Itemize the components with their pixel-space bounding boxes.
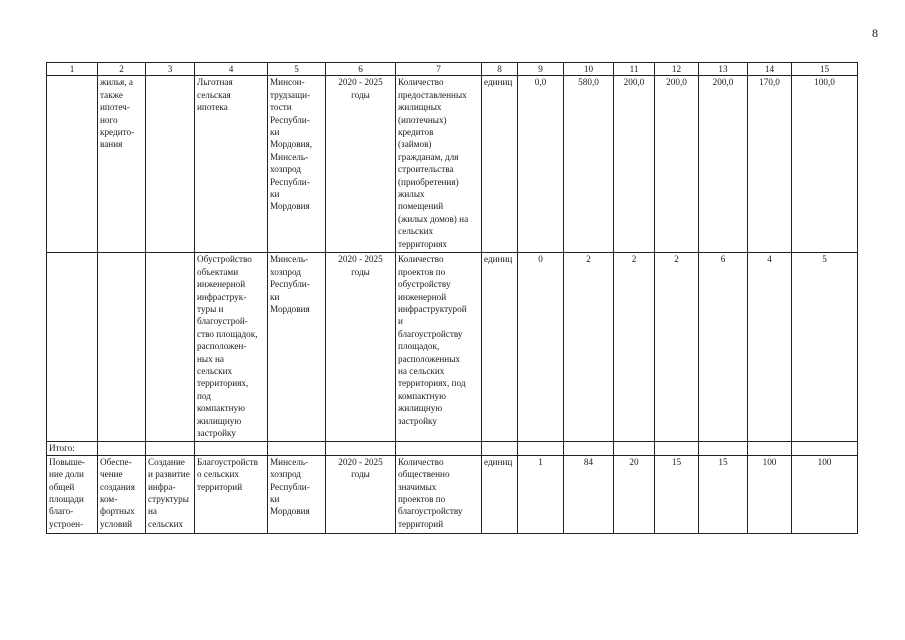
header-cell: 9 [518, 63, 564, 76]
cell-value: 100 [792, 455, 858, 533]
cell-value: 2 [655, 253, 699, 442]
cell-value: 0,0 [518, 76, 564, 253]
cell-empty [792, 442, 858, 455]
cell-objective: жилья, а также ипотеч- ного кредито- вания [98, 76, 146, 253]
cell-empty [98, 442, 146, 455]
cell-empty [614, 442, 655, 455]
cell-value: 0 [518, 253, 564, 442]
cell-empty [482, 442, 518, 455]
cell-objective: Обеспе- чение создания ком- фортных условий [98, 455, 146, 533]
header-cell: 11 [614, 63, 655, 76]
cell-value: 200,0 [655, 76, 699, 253]
cell-value: 20 [614, 455, 655, 533]
header-cell: 6 [326, 63, 396, 76]
cell-value: 15 [699, 455, 748, 533]
cell-empty [655, 442, 699, 455]
cell-empty [396, 442, 482, 455]
cell-empty [268, 442, 326, 455]
cell-goal: Повыше- ние доли общей площади благо- устроен- [47, 455, 98, 533]
cell-indicator: Количество предоставленных жилищных (ипотечных) кредитов (займов) гражданам, для строительства (приобретения) жилых помещений (жилых домов) на сельских территориях [396, 76, 482, 253]
header-cell: 4 [195, 63, 268, 76]
cell-executor: Минсель- хозпрод Республи- ки Мордовия [268, 455, 326, 533]
header-cell: 3 [146, 63, 195, 76]
cell-empty [47, 76, 98, 253]
cell-empty [699, 442, 748, 455]
cell-empty [98, 253, 146, 442]
cell-empty [195, 442, 268, 455]
cell-value: 2 [614, 253, 655, 442]
header-cell: 1 [47, 63, 98, 76]
cell-value: 1 [518, 455, 564, 533]
cell-period: 2020 - 2025 годы [326, 253, 396, 442]
header-cell: 15 [792, 63, 858, 76]
header-cell: 2 [98, 63, 146, 76]
page-number: 8 [872, 26, 878, 40]
cell-value: 580,0 [564, 76, 614, 253]
cell-indicator: Количество проектов по обустройству инженерной инфраструктурой и благоустройству площадок, расположенных на сельских территориях, под компактную жилищную застройку [396, 253, 482, 442]
cell-value: 84 [564, 455, 614, 533]
cell-value: 5 [792, 253, 858, 442]
cell-value: 15 [655, 455, 699, 533]
cell-value: 200,0 [614, 76, 655, 253]
header-cell: 14 [748, 63, 792, 76]
cell-value: 200,0 [699, 76, 748, 253]
cell-empty [518, 442, 564, 455]
header-cell: 13 [699, 63, 748, 76]
program-table [46, 62, 858, 534]
header-cell: 10 [564, 63, 614, 76]
cell-indicator: Количество общественно значимых проектов по благоустройству территорий [396, 455, 482, 533]
cell-value: 4 [748, 253, 792, 442]
header-cell: 7 [396, 63, 482, 76]
table-row [47, 76, 858, 253]
cell-value: 6 [699, 253, 748, 442]
cell-empty [146, 442, 195, 455]
cell-empty [748, 442, 792, 455]
cell-empty [564, 442, 614, 455]
cell-unit: единиц [482, 76, 518, 253]
cell-unit: единиц [482, 455, 518, 533]
cell-task: Создание и развитие инфра- структуры на сельских [146, 455, 195, 533]
cell-value: 170,0 [748, 76, 792, 253]
cell-empty [47, 253, 98, 442]
cell-period: 2020 - 2025 годы [326, 455, 396, 533]
cell-measure: Благоустройств о сельских территорий [195, 455, 268, 533]
cell-unit: единиц [482, 253, 518, 442]
header-cell: 8 [482, 63, 518, 76]
total-row [47, 442, 858, 455]
cell-measure: Обустройство объектами инженерной инфраструк- туры и благоустрой- ство площадок, расположен- ных на сельских территориях, под компактную жилищную застройку [195, 253, 268, 442]
cell-empty [146, 253, 195, 442]
cell-empty [146, 76, 195, 253]
cell-period: 2020 - 2025 годы [326, 76, 396, 253]
header-cell: 5 [268, 63, 326, 76]
table-row [47, 455, 858, 533]
cell-measure: Льготная сельская ипотека [195, 76, 268, 253]
table-row [47, 253, 858, 442]
cell-executor: Минсель- хозпрод Республи- ки Мордовия [268, 253, 326, 442]
header-cell: 12 [655, 63, 699, 76]
cell-value: 100,0 [792, 76, 858, 253]
cell-empty [326, 442, 396, 455]
header-row [47, 63, 858, 76]
total-label: Итого: [47, 442, 98, 455]
cell-value: 2 [564, 253, 614, 442]
cell-value: 100 [748, 455, 792, 533]
cell-executor: Минсои- трудзащи- тости Республи- ки Мордовия, Минсель- хозпрод Республи- ки Мордовия [268, 76, 326, 253]
